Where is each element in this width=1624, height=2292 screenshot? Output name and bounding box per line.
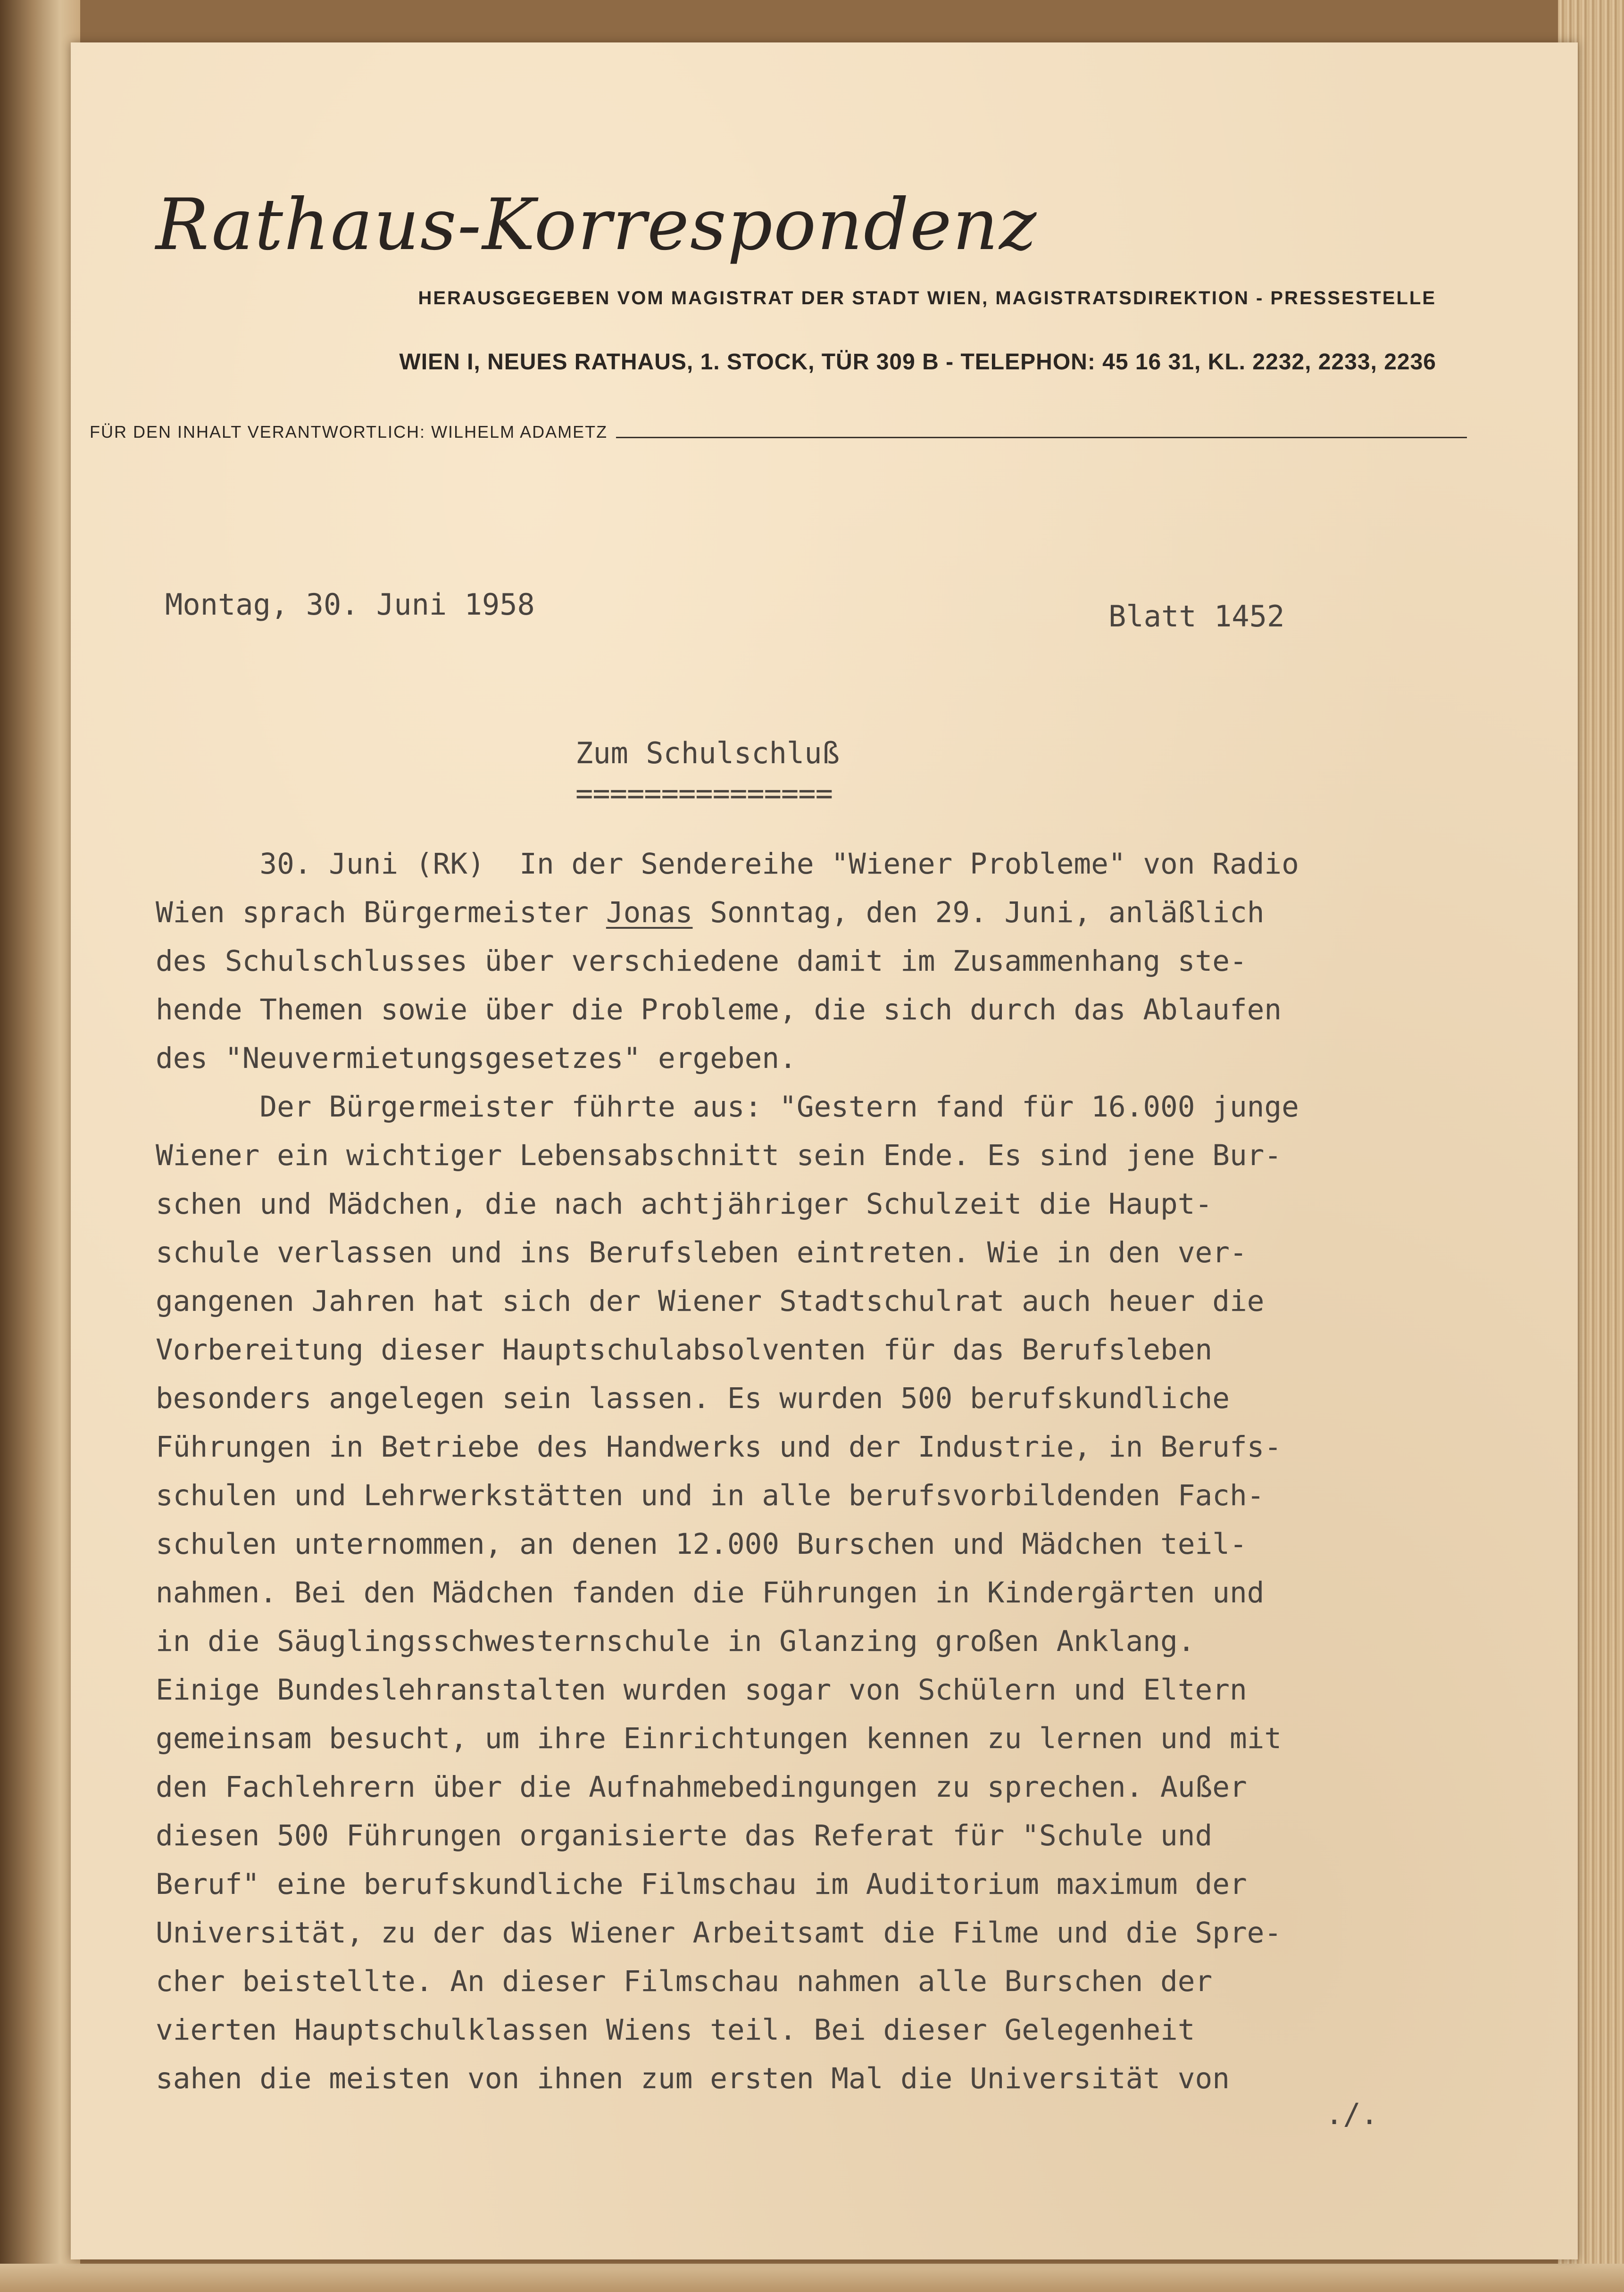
article-line	[156, 1666, 1476, 1714]
publisher-line: HERAUSGEGEBEN VOM MAGISTRAT DER STADT WIEN, MAGISTRATSDIREKTION - PRESSESTELLE	[418, 288, 1436, 308]
article-line-text: schen und Mädchen, die nach achtjähriger Schulzeit die Haupt-	[156, 1187, 1213, 1221]
article-line	[156, 1957, 1476, 2006]
article-line	[156, 1763, 1476, 1811]
article-line-text: den Fachlehrern über die Aufnahmebedingungen zu sprechen. Außer	[156, 1770, 1247, 1804]
article-line-text: Wiener ein wichtiger Lebensabschnitt sein Ende. Es sind jene Bur-	[156, 1139, 1282, 1172]
issue-date: Montag, 30. Juni 1958	[165, 587, 535, 622]
article-line-text: gemeinsam besucht, um ihre Einrichtungen kennen zu lernen und mit	[156, 1722, 1282, 1755]
article-title-underline: ===============	[575, 776, 833, 810]
article-body	[156, 840, 1476, 2103]
article-line-text: schulen unternommen, an denen 12.000 Burschen und Mädchen teil-	[156, 1527, 1247, 1561]
article-line-text: nahmen. Bei den Mädchen fanden die Führungen in Kindergärten und	[156, 1576, 1265, 1609]
article-line-text: Führungen in Betriebe des Handwerks und der Industrie, in Berufs-	[156, 1430, 1282, 1464]
article-line	[156, 985, 1476, 1034]
article-line	[156, 937, 1476, 985]
article-line	[156, 1714, 1476, 1763]
article-line-text: schule verlassen und ins Berufsleben eintreten. Wie in den ver-	[156, 1236, 1247, 1269]
article-line-text: gangenen Jahren hat sich der Wiener Stadtschulrat auch heuer die	[156, 1284, 1265, 1318]
sheet-number: Blatt 1452	[1108, 599, 1285, 633]
article-line	[156, 840, 1476, 888]
left-page-edge	[0, 0, 80, 2292]
article-line	[156, 2006, 1476, 2054]
article-line	[156, 1568, 1476, 1617]
bottom-page-edge	[0, 2264, 1624, 2292]
responsible-editor-text: FÜR DEN INHALT VERANTWORTLICH: WILHELM ADAMETZ	[90, 422, 608, 442]
article-line-text: hende Themen sowie über die Probleme, die sich durch das Ablaufen	[156, 993, 1282, 1026]
article-line-text: Vorbereitung dieser Hauptschulabsolventen für das Berufsleben	[156, 1333, 1213, 1367]
document-page	[71, 42, 1578, 2259]
article-line	[156, 1228, 1476, 1277]
article-line-text: Beruf" eine berufskundliche Filmschau im Auditorium maximum der	[156, 1867, 1247, 1901]
article-line	[156, 1180, 1476, 1228]
article-line-text: 30. Juni (RK) In der Sendereihe "Wiener Probleme" von Radio	[156, 847, 1299, 881]
article-line-text: cher beistellte. An dieser Filmschau nahmen alle Burschen der	[156, 1965, 1213, 1998]
article-line	[156, 1277, 1476, 1325]
article-line	[156, 1520, 1476, 1568]
address-line: WIEN I, NEUES RATHAUS, 1. STOCK, TÜR 309 B - TELEPHON: 45 16 31, KL. 2232, 2233, 2236	[399, 350, 1436, 375]
article-line	[156, 1034, 1476, 1083]
article-line	[156, 1374, 1476, 1423]
article-line	[156, 1860, 1476, 1909]
article-line-text: besonders angelegen sein lassen. Es wurden 500 berufskundliche	[156, 1382, 1230, 1415]
underlined-name: Jonas	[606, 896, 693, 929]
article-line	[156, 1131, 1476, 1180]
article-line-text: Einige Bundeslehranstalten wurden sogar von Schülern und Eltern	[156, 1673, 1247, 1707]
article-line-text: in die Säuglingsschwesternschule in Glanzing großen Anklang.	[156, 1625, 1195, 1658]
article-line-text: vierten Hauptschulklassen Wiens teil. Bei dieser Gelegenheit	[156, 2013, 1195, 2047]
article-line-text: Der Bürgermeister führte aus: "Gestern fand für 16.000 junge	[156, 1090, 1299, 1124]
masthead-title: Rathaus-Korrespondenz	[156, 184, 1038, 266]
article-line	[156, 1325, 1476, 1374]
article-title: Zum Schulschluß	[575, 736, 840, 770]
article-line-text: schulen und Lehrwerkstätten und in alle berufsvorbildenden Fach-	[156, 1479, 1265, 1512]
article-line-text: diesen 500 Führungen organisierte das Referat für "Schule und	[156, 1819, 1213, 1852]
article-line-text: des Schulschlusses über verschiedene damit im Zusammenhang ste-	[156, 944, 1247, 978]
article-line	[156, 1811, 1476, 1860]
article-line	[156, 888, 1476, 937]
responsible-editor-line	[90, 422, 1467, 442]
article-line	[156, 1423, 1476, 1471]
article-line	[156, 1617, 1476, 1666]
responsible-rule	[616, 437, 1467, 438]
article-line-text-continued: Sonntag, den 29. Juni, anläßlich	[692, 896, 1265, 929]
continuation-mark: ./.	[1325, 2097, 1378, 2131]
article-line-text: Wien sprach Bürgermeister	[156, 896, 606, 929]
article-line	[156, 1083, 1476, 1131]
article-line	[156, 1471, 1476, 1520]
article-line-text: des "Neuvermietungsgesetzes" ergeben.	[156, 1042, 797, 1075]
article-line-text: Universität, zu der das Wiener Arbeitsamt die Filme und die Spre-	[156, 1916, 1282, 1950]
article-line-text: sahen die meisten von ihnen zum ersten Mal die Universität von	[156, 2062, 1230, 2095]
article-line	[156, 1909, 1476, 1957]
article-line	[156, 2054, 1476, 2103]
